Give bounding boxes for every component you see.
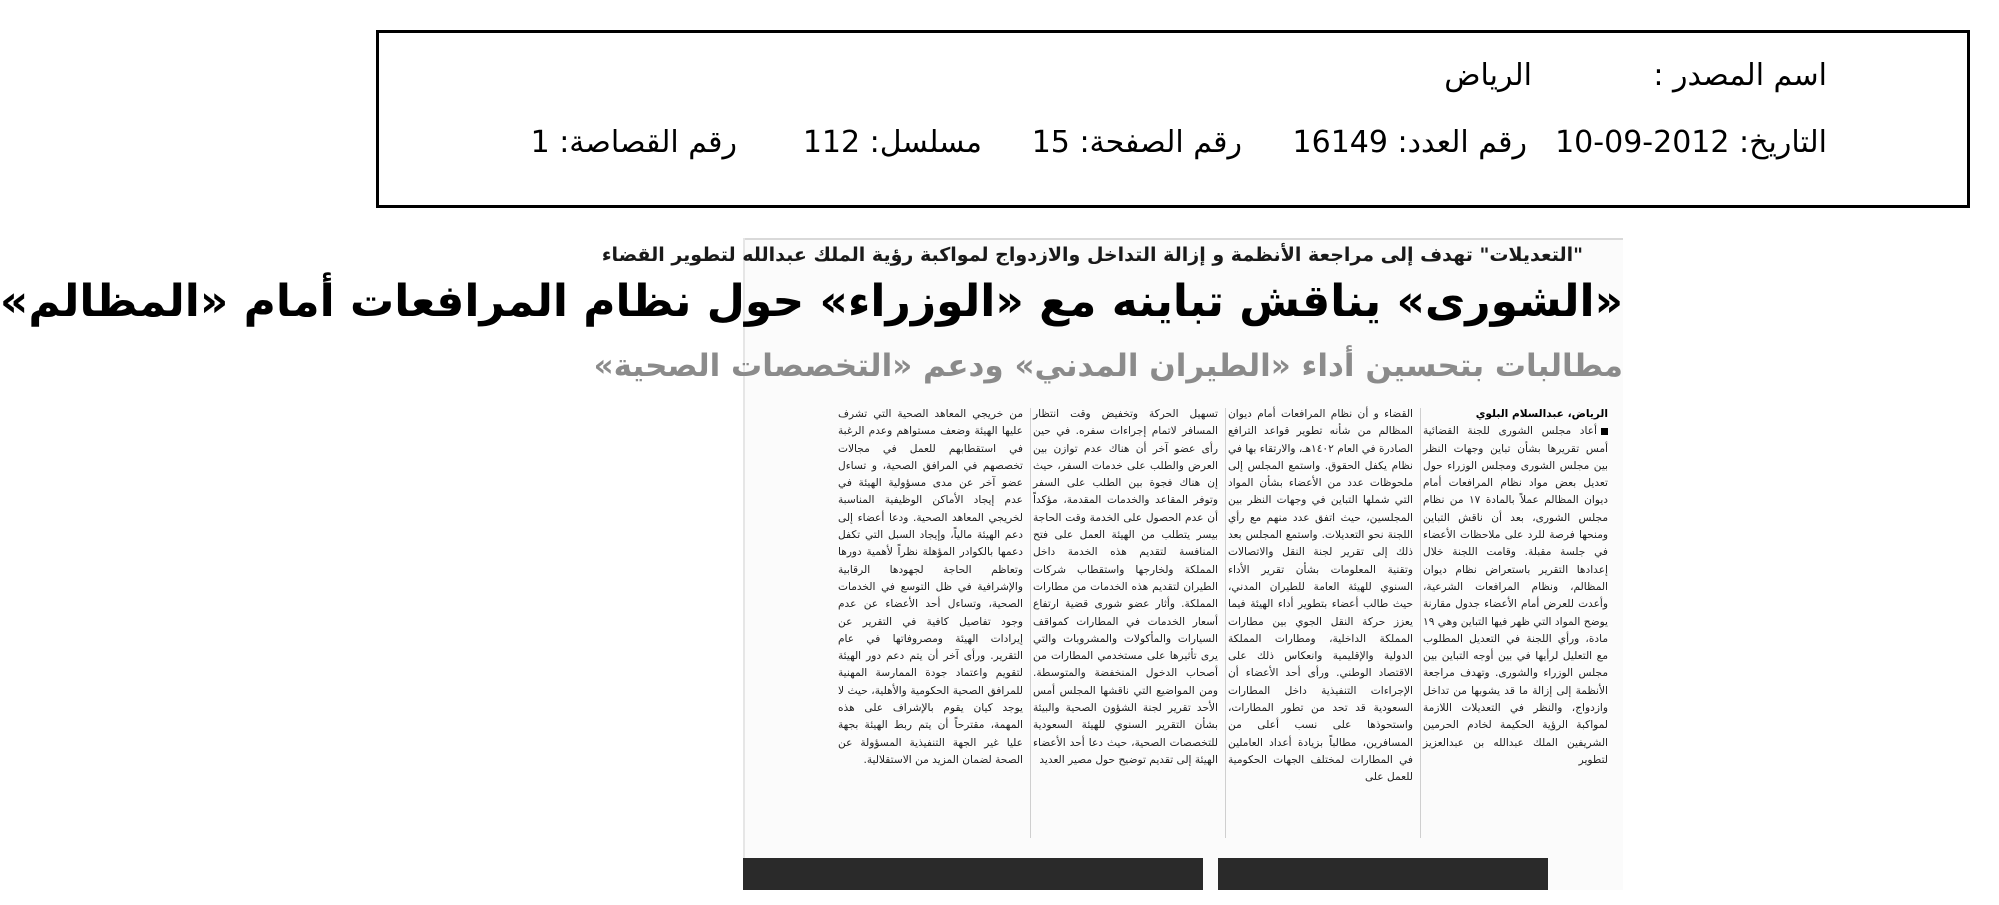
newspaper-clipping (0, 238, 1623, 890)
article-column-4 (838, 406, 1023, 846)
article-kicker: "التعديلات" تهدف إلى مراجعة الأنظمة و إزالة التداخل والازدواج لمواكبة رؤية الملك عبدالله لتطوير القضاء (601, 244, 1583, 266)
column-3-text: تسهيل الحركة وتخفيض وقت انتظار المسافر لاتمام إجراءات سفره. في حين رأى عضو آخر أن هناك عدم توازن بين العرض والطلب على خدمات السفر، حيث إن هناك فجوة بين الطلب على السفر وتوفر المقاعد والخدمات المقدمة، مؤكداً أن عدم الحصول على الخدمة وقت الحاجة بيسر يتطلب من الهيئة العمل على فتح المنافسة لتقديم هذه الخدمة داخل المملكة ولخارجها واستقطاب شركات الطيران لتقديم هذه الخدمات من مطارات المملكة. وأثار عضو شورى قضية ارتفاع أسعار الخدمات في المطارات كمواقف السيارات والمأكولات والمشروبات والتي يرى تأثيرها على مستخدمي المطارات من أصحاب الدخول المنخفضة والمتوسطة. ومن المواضيع التي ناقشها المجلس أمس الأحد تقرير لجنة الشؤون الصحية والبيئة بشأن التقرير السنوي للهيئة السعودية للتخصصات الصحية، حيث دعا أحد الأعضاء الهيئة إلى تقديم توضيح حول مصير العديد (1033, 408, 1218, 766)
clipping-number: رقم القصاصة: 1 (530, 125, 737, 160)
clipping-metadata-box (376, 30, 1970, 208)
paragraph-bullet-icon (1601, 428, 1608, 435)
source-label: اسم المصدر : (1653, 58, 1827, 93)
next-article-banner (1218, 858, 1548, 890)
column-1-text: أعاد مجلس الشورى للجنة القضائية أمس تقريرها بشأن تباين وجهات النظر بين مجلس الشورى ومجلس الوزراء حول تعديل بعض مواد نظام المرافعات أمام ديوان المظالم عملاً بالمادة ١٧ من نظام مجلس الشورى، بعد أن ناقش التباين ومنحها فرصة للرد على ملاحظات الأعضاء في جلسة مقبلة. وقامت اللجنة خلال إعدادها التقرير باستعراض نظام ديوان المظالم، ونظام المرافعات الشرعية، وأعدت للعرض أمام الأعضاء جدول مقارنة يوضح المواد التي ظهر فيها التباين وهي ١٩ مادة، ورأي اللجنة في التعديل المطلوب مع التعليل لرأيها في بين أوجه التباين بين مجلس الوزراء والشورى. وتهدف مراجعة الأنظمة إلى إزالة ما قد يشوبها من تداخل وازدواج، والنظر في التعديلات اللازمة لمواكبة الرؤية الحكيمة لخادم الحرمين الشريفين الملك عبدالله بن عبدالعزيز لتطوير (1423, 425, 1608, 766)
banner-gap (1203, 858, 1218, 890)
article-subhead: مطالبات بتحسين أداء «الطيران المدني» ودعم «التخصصات الصحية» (593, 348, 1623, 384)
column-2-text: القضاء و أن نظام المرافعات أمام ديوان المظالم من شأنه تطوير قواعد الترافع الصادرة في العام ١٤٠٢هـ، والارتقاء بها في نظام يكفل الحقوق. واستمع المجلس إلى ملحوظات عدد من الأعضاء بشأن المواد التي شملها التباين في وجهات النظر بين المجلسين، حيث اتفق عدد منهم مع رأي اللجنة نحو التعديلات. واستمع المجلس بعد ذلك إلى تقرير لجنة النقل والاتصالات وتقنية المعلومات بشأن تقرير الأداء السنوي للهيئة العامة للطيران المدني، حيث طالب أعضاء بتطوير أداء الهيئة فيما يعزز حركة النقل الجوي بين مطارات المملكة الداخلية، ومطارات المملكة الدولية والإقليمية وانعكاس ذلك على الاقتصاد الوطني. ورأى أحد الأعضاء أن الإجراءات التنفيذية داخل المطارات السعودية قد تحد من تطور المطارات، واستحوذها على نسب أعلى من المسافرين، مطالباً بزيادة أعداد العاملين في المطارات لمختلف الجهات الحكومية للعمل على (1228, 408, 1413, 784)
source-value: الرياض (1444, 58, 1532, 93)
article-byline: الرياض، عبدالسلام البلوي (1475, 408, 1608, 420)
date-field: التاريخ: 2012-09-10 (1555, 125, 1827, 160)
article-body (743, 406, 1623, 846)
issue-number: رقم العدد: 16149 (1292, 125, 1527, 160)
serial-number: مسلسل: 112 (802, 125, 982, 160)
column-4-text: من خريجي المعاهد الصحية التي تشرف عليها الهيئة وضعف مستواهم وعدم الرغبة في استقطابهم للعمل في مجالات تخصصهم في المرافق الصحية، و تساءل عضو آخر عن مدى مسؤولية الهيئة في عدم إيجاد الأماكن الوظيفية المناسبة لخريجي المعاهد الصحية. ودعا أعضاء إلى دعم الهيئة مالياً، وإيجاد السبل التي تكفل دعمها بالكوادر المؤهلة نظراً لأهمية دورها وتعاظم الحاجة لجهودها الرقابية والإشرافية في ظل التوسع في الخدمات الصحية، وتساءل أحد الأعضاء عن عدم وجود تفاصيل كافية في التقرير عن إيرادات الهيئة ومصروفاتها في عام التقرير. ورأى آخر أن يتم دعم دور الهيئة لتقويم واعتماد جودة الممارسة المهنية للمرافق الصحية الحكومية والأهلية، حيث لا يوجد كيان يقوم بالإشراف على هذه المهمة، مقترحاً أن يتم ربط الهيئة بجهة عليا غير الجهة التنفيذية المسؤولة عن الصحة لضمان المزيد من الاستقلالية. (838, 408, 1023, 766)
next-article-banner (743, 858, 1203, 890)
article-column-2 (1228, 406, 1413, 846)
clipping-top-edge (743, 238, 1623, 240)
page-number: رقم الصفحة: 15 (1031, 125, 1242, 160)
article-column-1 (1423, 406, 1608, 846)
article-column-3 (1033, 406, 1218, 846)
article-headline: «الشورى» يناقش تباينه مع «الوزراء» حول نظام المرافعات أمام «المظالم» (0, 276, 1623, 327)
